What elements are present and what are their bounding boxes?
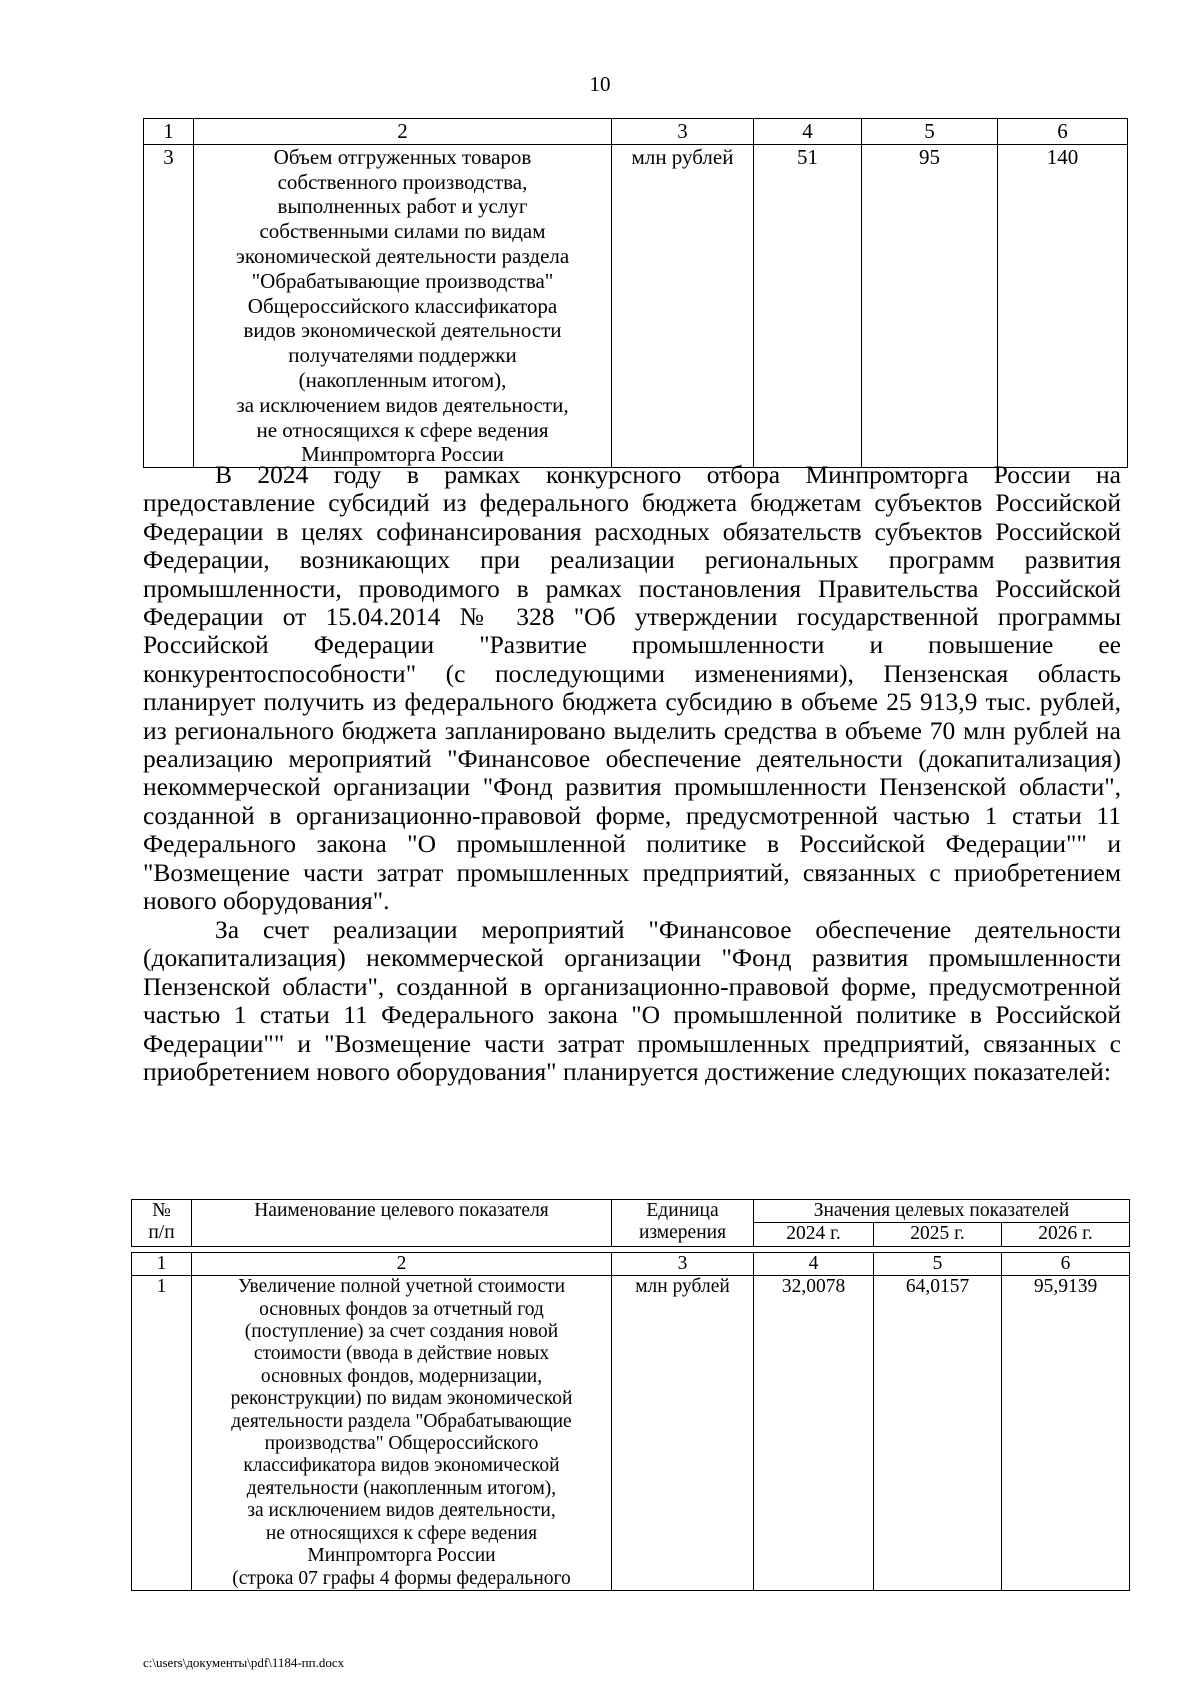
value-2024: 51: [754, 144, 862, 467]
index-cell: 5: [862, 119, 998, 145]
body-paragraph-1: В 2024 году в рамках конкурсного отбора Минпромторга России на предоставление субсидий из федерального бюджета бюджетам субъектов Российской Федерации в целях софинансирования расходных обязательств субъектов Российской Федерации, возникающих при реализации региональных программ развития промышленности, проводимого в рамках постановления Правительства Российской Федерации от 15.04.2014 № 328 "Об утверждении государственной программы Российской Федерации "Развитие промышленности и повышение ее конкурентоспособности" (с последующими изменениями), Пензенская область планирует получить из федерального бюджета субсидию в объеме 25 913,9 тыс. рублей, из регионального бюджета запланировано выделить средства в объеме 70 млн рублей на реализацию мероприятий "Финансовое обеспечение деятельности (докапитализация) некоммерческой организации "Фонд развития промышленности Пензенской области", созданной в организационно-правовой форме, предусмотренной частью 1 статьи 11 Федерального закона "О промышленной политике в Российской Федерации"" и "Возмещение части затрат промышленных предприятий, связанных с приобретением нового оборудования".: [143, 460, 1121, 916]
col-header-unit: Единица измерения: [612, 1200, 754, 1247]
row-number: 1: [132, 1276, 192, 1591]
year-2024: 2024 г.: [754, 1223, 874, 1246]
col-header-name: Наименование целевого показателя: [192, 1200, 612, 1247]
index-cell: 2: [194, 119, 612, 145]
body-paragraph-2: За счет реализации мероприятий "Финансовое обеспечение деятельности (докапитализация) некоммерческой организации "Фонд развития промышленности Пензенской области", созданной в организационно-правовой форме, предусмотренной частью 1 статьи 11 Федерального закона "О промышленной политике в Российской Федерации"" и "Возмещение части затрат промышленных предприятий, связанных с приобретением нового оборудования" планируется достижение следующих показателей:: [143, 915, 1121, 1087]
index-cell: 3: [612, 119, 754, 145]
indicators-table-continued: [143, 118, 1128, 468]
table-index-row: [144, 119, 1128, 145]
value-2025: 64,0157: [874, 1276, 1002, 1591]
index-cell: 1: [144, 119, 194, 145]
table-header-row: [132, 1200, 1130, 1223]
index-cell: 4: [754, 119, 862, 145]
unit-cell: млн рублей: [612, 1276, 754, 1591]
value-2026: 140: [998, 144, 1128, 467]
index-cell: 6: [1002, 1252, 1130, 1275]
year-2026: 2026 г.: [1002, 1223, 1130, 1246]
page-number: 10: [589, 72, 611, 96]
index-cell: 1: [132, 1252, 192, 1275]
indicator-name: Увеличение полной учетной стоимости основных фондов за отчетный год (поступление) за счет создания новой стоимости (ввода в действие новых основных фондов, модернизации, реконструкции) по видам экономической деятельности раздела "Обрабатывающие производства" Общероссийского классификатора видов экономической деятельности (накопленным итогом), за исключением видов деятельности, не относящихся к сфере ведения Минпромторга России (строка 07 графы 4 формы федерального: [192, 1276, 612, 1591]
index-cell: 3: [612, 1252, 754, 1275]
table-row: [132, 1276, 1130, 1591]
unit-cell: млн рублей: [612, 144, 754, 467]
index-cell: 4: [754, 1252, 874, 1275]
year-2025: 2025 г.: [874, 1223, 1002, 1246]
col-header-number: № п/п: [132, 1200, 192, 1247]
target-indicators-table: [131, 1199, 1130, 1591]
index-cell: 5: [874, 1252, 1002, 1275]
indicator-name: Объем отгруженных товаров собственного производства, выполненных работ и услуг собственными силами по видам экономической деятельности раздела "Обрабатывающие производства" Общероссийского классификатора видов экономической деятельности получателями поддержки (накопленным итогом), за исключением видов деятельности, не относящихся к сфере ведения Минпромторга России: [194, 144, 612, 467]
row-number: 3: [144, 144, 194, 467]
value-2025: 95: [862, 144, 998, 467]
footer-file-path: c:\users\документы\pdf\1184-пп.docx: [143, 1655, 345, 1670]
value-2024: 32,0078: [754, 1276, 874, 1591]
table-index-row: [132, 1252, 1130, 1275]
table-row: [144, 144, 1128, 467]
col-header-values: Значения целевых показателей: [754, 1200, 1130, 1223]
index-cell: 6: [998, 119, 1128, 145]
index-cell: 2: [192, 1252, 612, 1275]
value-2026: 95,9139: [1002, 1276, 1130, 1591]
